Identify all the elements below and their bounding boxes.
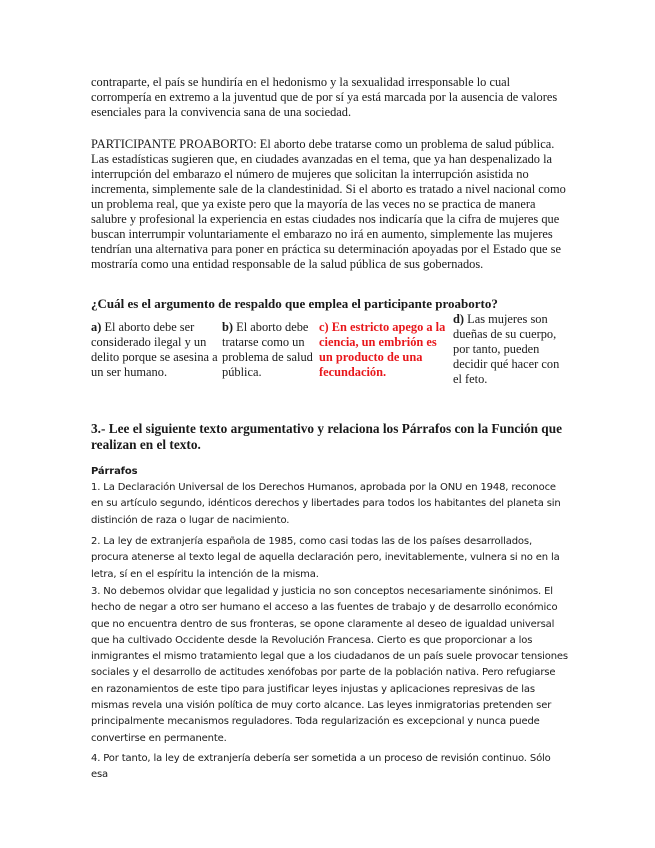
option-a-text: El aborto debe ser considerado ilegal y un delito porque se asesina a un ser humano. <box>91 320 218 379</box>
option-d[interactable] <box>453 312 569 387</box>
paragraph-4: 4. Por tanto, la ley de extranjería debería ser sometida a un proceso de revisión continuo. Sólo esa <box>91 753 551 781</box>
option-b-text: El aborto debe tratarse como un problema de salud pública. <box>222 320 313 379</box>
option-b-letter: b) <box>222 320 234 334</box>
paragraph-1: 1. La Declaración Universal de los Derechos Humanos, aprobada por la ONU en 1948, reconoce en su artículo segundo, idénticos derechos y libertades para todos los habitantes del planeta sin distinción de raza o lugar de nacimiento. <box>91 482 561 526</box>
option-c[interactable] <box>319 320 447 380</box>
option-d-text: Las mujeres son dueñas de su cuerpo, por tanto, pueden decidir qué hacer con el feto. <box>453 312 560 386</box>
paragraph-2: 2. La ley de extranjería española de 1985, como casi todas las de los países desarrollados, procura atenerse al texto legal de aquella declaración pero, inevitablemente, vulnera si no en la letra, sí en el espíritu la intención de la misma. <box>91 536 560 580</box>
proaborto-paragraph: PARTICIPANTE PROABORTO: El aborto debe tratarse como un problema de salud pública. Las estadísticas sugieren que, en ciudades avanzadas en el tema, que ya han despenalizado la interrupción del embarazo el número de mujeres que solicitan la interrupción asistida no incrementa, simplemente sale de la clandestinidad. Si el aborto es tratado a nivel nacional como un problema real, que ya existe pero que la mayoría de las veces no se practica de manera salubre y profesional la experiencia en estas ciudades nos indicaría que la cifra de mujeres que buscan interrumpir voluntariamente el embarazo no irá en aumento, simplemente las mujeres tendrían una alternativa para poner en práctica su determinación apoyadas por el Estado que se mostraría como una entidad responsable de la salud pública de sus gobernados. <box>91 137 566 271</box>
intro-paragraph: contraparte, el país se hundiría en el hedonismo y la sexualidad irresponsable lo cual corrompería en extremo a la juventud que de por sí ya está marcada por la ausencia de valores esenciales para la convivencia sana de una sociedad. <box>91 75 558 119</box>
option-a-letter: a) <box>91 320 102 334</box>
section-heading: 3.- Lee el siguiente texto argumentativo y relaciona los Párrafos con la Función que realizan en el texto. <box>91 421 563 452</box>
parrafos-label: Párrafos <box>91 466 138 477</box>
paragraph-3: 3. No debemos olvidar que legalidad y justicia no son conceptos necesariamente sinónimos. El hecho de negar a otro ser humano el acceso a las fuentes de trabajo y de desarrollo económico que no encuentra dentro de sus fronteras, se opone claramente al deseo de igualdad universal que ha cultivado Occidente desde la Revolución Francesa. Cierto es que proporcionar a los inmigrantes el mismo tratamiento legal que a los ciudadanos de un país suele provocar tensiones sociales y el desarrollo de actitudes xenófobas por parte de la población nativa. Pero refugiarse en razonamientos de este tipo para justificar leyes injustas y aplicaciones represivas de las mismas revela una visión política de muy corto alcance. Las leyes inmigratorias pretenden ser principalmente mecanismos reguladores. Toda regularización es excepcional y nunca puede convertirse en permanente. <box>91 586 568 744</box>
option-a[interactable] <box>91 320 218 380</box>
option-c-letter: c) <box>319 320 329 334</box>
option-d-letter: d) <box>453 312 465 326</box>
option-c-text: En estricto apego a la ciencia, un embrión es un producto de una fecundación. <box>319 320 446 379</box>
option-b[interactable] <box>222 320 315 380</box>
question-heading: ¿Cuál es el argumento de respaldo que emplea el participante proaborto? <box>91 296 498 311</box>
